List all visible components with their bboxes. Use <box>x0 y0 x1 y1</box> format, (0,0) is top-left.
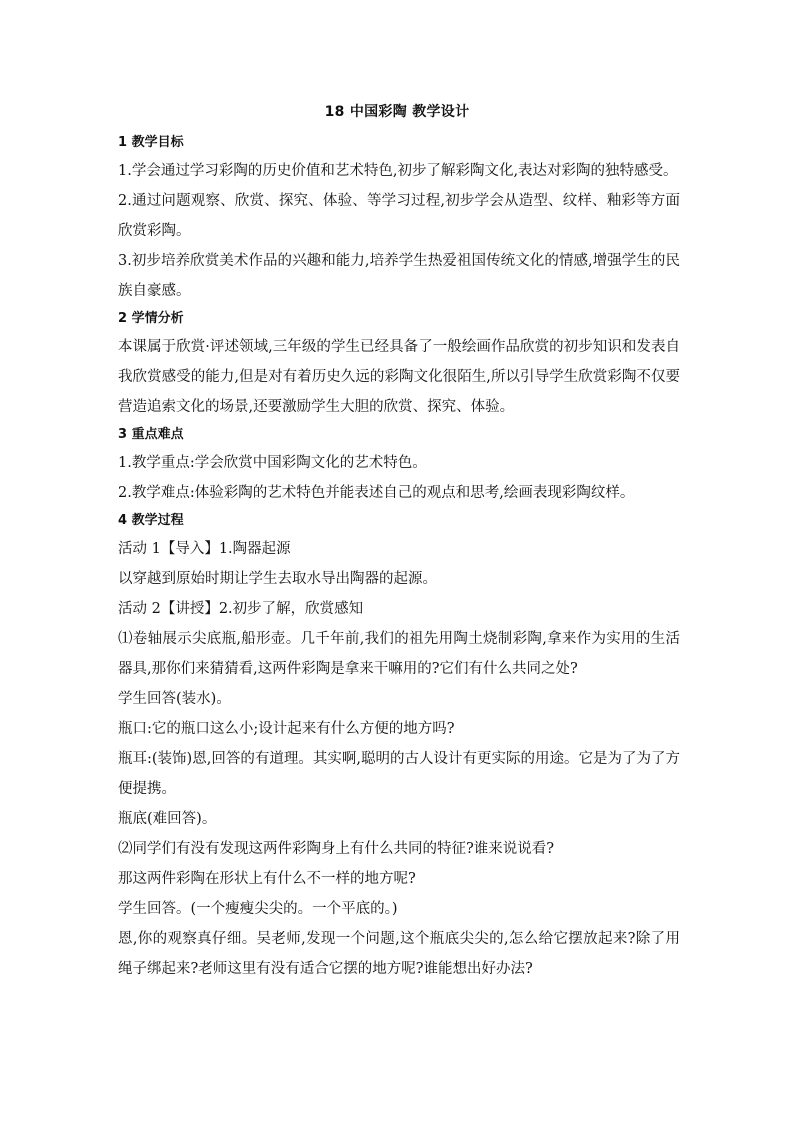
process-paragraph: 以穿越到原始时期让学生去取水导出陶器的起源。 <box>118 571 437 587</box>
process-paragraph: 那这两件彩陶在形状上有什么不一样的地方呢? <box>118 871 416 887</box>
process-paragraph: 学生回答。(一个瘦瘦尖尖的。一个平底的。) <box>118 901 398 917</box>
key-point-paragraph: 1.教学重点:学会欣赏中国彩陶文化的艺术特色。 <box>118 455 427 471</box>
section-heading-objectives: 1 教学目标 <box>118 135 184 150</box>
process-paragraph: ⑴卷轴展示尖底瓶,船形壶。几千年前,我们的祖先用陶土烧制彩陶,拿来作为实用的生活器具,那你们来猜猜看,这两件彩陶是拿来干嘛用的?它们有什么共同之处? <box>118 631 680 677</box>
process-paragraph: 瓶口:它的瓶口这么小;设计起来有什么方便的地方吗? <box>118 721 455 737</box>
process-paragraph: ⑵同学们有没有发现这两件彩陶身上有什么共同的特征?谁来说说看? <box>118 841 555 857</box>
key-point-paragraph: 2.教学难点:体验彩陶的艺术特色并能表述自己的观点和思考,绘画表现彩陶纹样。 <box>118 485 635 501</box>
document-body <box>118 132 680 984</box>
process-paragraph: 恩,你的观察真仔细。吴老师,发现一个问题,这个瓶底尖尖的,怎么给它摆放起来?除了用绳子绑起来?老师这里有没有适合它摆的地方呢?谁能想出好办法? <box>118 931 680 977</box>
objective-paragraph: 3.初步培养欣赏美术作品的兴趣和能力,培养学生热爱祖国传统文化的情感,增强学生的民族自豪感。 <box>118 253 680 299</box>
section-heading-student-analysis: 2 学情分析 <box>118 311 184 326</box>
section-heading-teaching-process: 4 教学过程 <box>118 513 184 528</box>
process-paragraph: 瓶耳:(装饰)恩,回答的有道理。其实啊,聪明的古人设计有更实际的用途。它是为了为了方便提携。 <box>118 751 680 797</box>
process-paragraph: 活动 1【导入】1.陶器起源 <box>118 541 291 557</box>
process-paragraph: 活动 2【讲授】2.初步了解，欣赏感知 <box>118 601 364 617</box>
process-paragraph: 学生回答(装水)。 <box>118 691 231 707</box>
student-analysis-paragraph: 本课属于欣赏·评述领域,三年级的学生已经具备了一般绘画作品欣赏的初步知识和发表自我欣赏感受的能力,但是对有着历史久远的彩陶文化很陌生,所以引导学生欣赏彩陶不仅要营造追索文化的场景,还要激励学生大胆的欣赏、探究、体验。 <box>118 339 680 415</box>
section-heading-key-points: 3 重点难点 <box>118 427 184 442</box>
document-title: 18 中国彩陶 教学设计 <box>324 104 470 120</box>
objective-paragraph: 2.通过问题观察、欣赏、探究、体验、等学习过程,初步学会从造型、纹样、釉彩等方面欣赏彩陶。 <box>118 193 680 239</box>
process-paragraph: 瓶底(难回答)。 <box>118 811 217 827</box>
objective-paragraph: 1.学会通过学习彩陶的历史价值和艺术特色,初步了解彩陶文化,表达对彩陶的独特感受。 <box>118 163 678 179</box>
